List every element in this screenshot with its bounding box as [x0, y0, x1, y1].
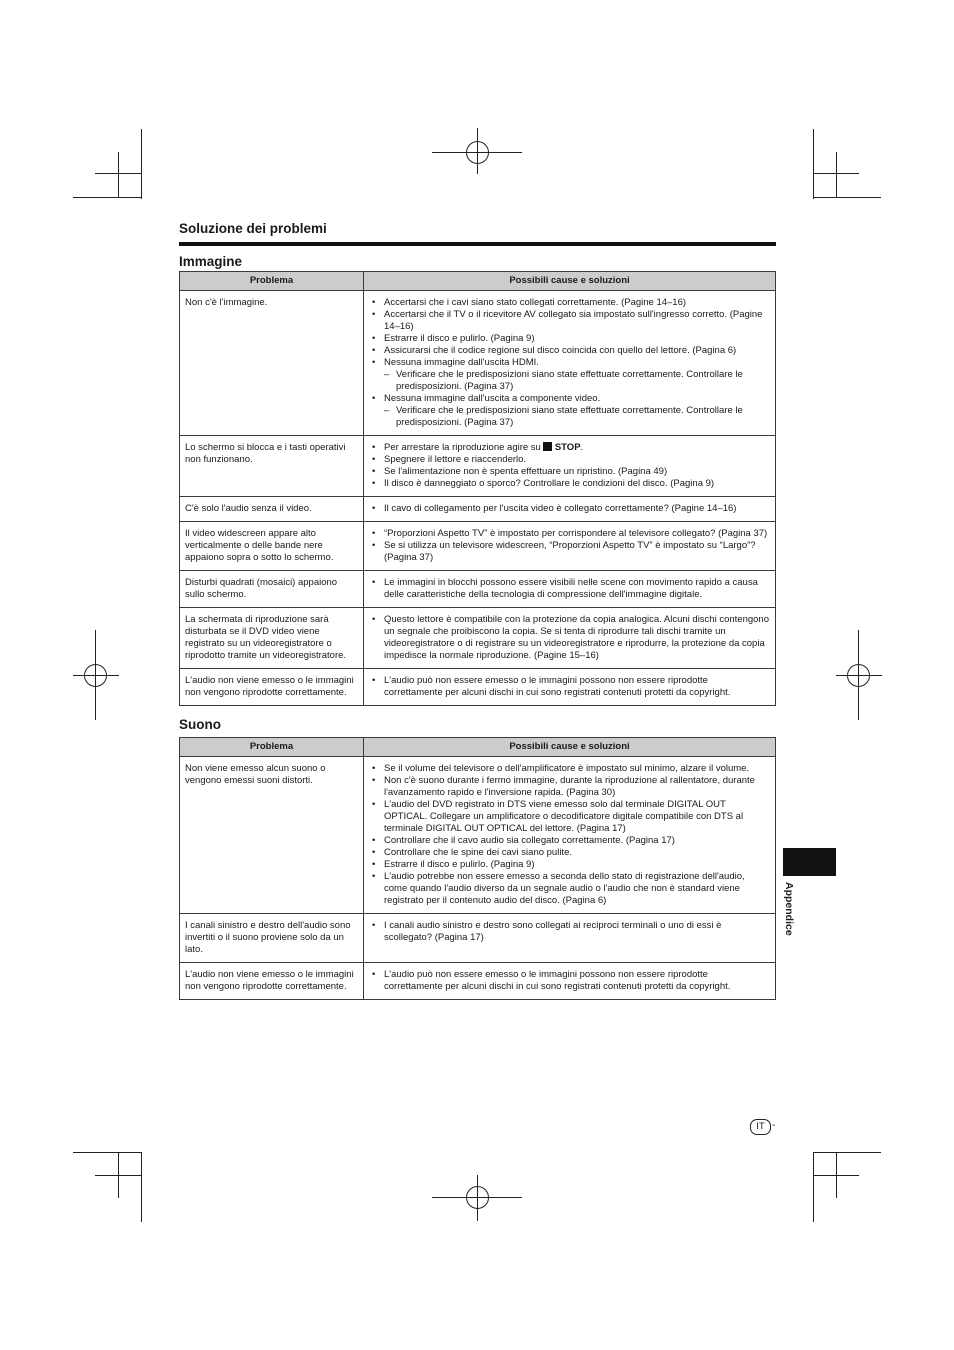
section-title-suono: Suono: [179, 717, 221, 732]
solution-cell: [364, 963, 776, 1000]
list-item: • Spegnere il lettore e riaccenderlo.: [369, 454, 769, 466]
page-title: Soluzione dei problemi: [179, 221, 327, 236]
solution-list: [369, 577, 769, 601]
list-item: • Controllare che il cavo audio sia collegato correttamente. (Pagina 17): [369, 835, 769, 847]
list-item: • L'audio può non essere emesso o le immagini possono non essere riprodotte correttamente per alcuni dischi in cui sono registrati contenuti protetti da copyright.: [369, 675, 769, 699]
table-header-row: [180, 738, 776, 757]
list-item: • Estrarre il disco e pulirlo. (Pagina 9): [369, 859, 769, 871]
list-item: • “Proporzioni Aspetto TV” è impostato per corrispondere al televisore collegato? (Pagina 37): [369, 528, 769, 540]
side-tab-text: Appendice: [783, 882, 795, 936]
list-item: [369, 393, 769, 429]
solution-cell: [364, 757, 776, 914]
list-item: • Il disco è danneggiato o sporco? Controllare le condizioni del disco. (Pagina 9): [369, 478, 769, 490]
table-row: [180, 436, 776, 497]
list-item: • Questo lettore è compatibile con la protezione da copia analogica. Alcuni dischi contengono un segnale che proibiscono la copia. Se si tenta di riprodurre tali dischi tramite un videoregistratore o di registrare su un videoregistratore e riprodurre, la protezione da copia impedisce la normale riproduzione. (Pagine 15–16): [369, 614, 769, 662]
solution-list: [369, 969, 769, 993]
title-rule: [179, 242, 776, 246]
problem-cell: L'audio non viene emesso o le immagini non vengono riprodotte correttamente.: [180, 963, 364, 1000]
table-header-row: [180, 272, 776, 291]
solution-cell: [364, 497, 776, 522]
list-item: • Controllare che le spine dei cavi siano pulite.: [369, 847, 769, 859]
sub-item: – Verificare che le predisposizioni siano state effettuate correttamente. Controllare le predisposizioni. (Pagina 37): [384, 369, 769, 393]
table-row: [180, 757, 776, 914]
language-badge: IT: [750, 1119, 771, 1135]
column-header-problema: Problema: [180, 272, 364, 291]
list-item: • Non c'è suono durante i fermo immagine, durante la riproduzione al rallentatore, durante l'avanzamento rapido e l'inversione rapida. (Pagina 30): [369, 775, 769, 799]
stop-label: STOP: [554, 442, 581, 453]
list-item: • Se il volume del televisore o dell'amplificatore è impostato sul minimo, alzare il volume.: [369, 763, 769, 775]
page-number: -: [772, 1120, 776, 1131]
solution-cell: [364, 522, 776, 571]
solution-cell: [364, 608, 776, 669]
list-item: • Se si utilizza un televisore widescreen, “Proporzioni Aspetto TV” è impostato su “Largo”? (Pagina 37): [369, 540, 769, 564]
list-item: [369, 357, 769, 393]
list-item: [369, 442, 769, 454]
problem-cell: I canali sinistro e destro dell'audio sono invertiti o il suono proviene solo da un lato.: [180, 914, 364, 963]
table-row: [180, 963, 776, 1000]
list-item: • L'audio potrebbe non essere emesso a seconda dello stato di registrazione dell'audio, come quando l'audio diverso da un segnale audio o l'audio che non è standard viene registrato per il contenuto audio del disco. (Pagina 6): [369, 871, 769, 907]
list-item: • I canali audio sinistro e destro sono collegati ai reciproci terminali o uno di essi è scollegato? (Pagina 17): [369, 920, 769, 944]
column-header-soluzioni: Possibili cause e soluzioni: [364, 272, 776, 291]
stop-icon: [543, 442, 552, 451]
table-suono: [179, 737, 776, 1000]
section-title-immagine: Immagine: [179, 254, 243, 269]
solution-cell: [364, 669, 776, 706]
solution-cell: [364, 914, 776, 963]
solution-list: [369, 503, 769, 515]
column-header-soluzioni: Possibili cause e soluzioni: [364, 738, 776, 757]
problem-cell: C'è solo l'audio senza il video.: [180, 497, 364, 522]
list-item: • L'audio può non essere emesso o le immagini possono non essere riprodotte correttamente per alcuni dischi in cui sono registrati contenuti protetti da copyright.: [369, 969, 769, 993]
solution-list: [369, 297, 769, 429]
list-item-text: • Nessuna immagine dall'uscita HDMI.: [384, 357, 539, 368]
solution-cell: [364, 291, 776, 436]
list-item: • Accertarsi che il TV o il ricevitore AV collegato sia impostato sull'ingresso corretto. (Pagine 14–16): [369, 309, 769, 333]
sub-item: – Verificare che le predisposizioni siano state effettuate correttamente. Controllare le predisposizioni. (Pagina 37): [384, 405, 769, 429]
solution-list: [369, 442, 769, 490]
table-row: [180, 291, 776, 436]
solution-list: [369, 763, 769, 907]
stop-suffix-text: .: [580, 442, 584, 453]
solution-list: [369, 675, 769, 699]
list-item: • L'audio del DVD registrato in DTS viene emesso solo dal terminale DIGITAL OUT OPTICAL. Collegare un amplificatore o decodificatore digitale compatibile con DTS al terminale DIGITAL OUT OPTICAL del lettore. (Pagina 17): [369, 799, 769, 835]
problem-cell: Non viene emesso alcun suono o vengono emessi suoni distorti.: [180, 757, 364, 914]
solution-list: [369, 528, 769, 564]
table-row: [180, 497, 776, 522]
problem-cell: La schermata di riproduzione sarà disturbata se il DVD video viene registrato su un videoregistratore o riprodotto tramite un videoregistratore.: [180, 608, 364, 669]
problem-cell: Disturbi quadrati (mosaici) appaiono sullo schermo.: [180, 571, 364, 608]
column-header-problema: Problema: [180, 738, 364, 757]
list-item: • Le immagini in blocchi possono essere visibili nelle scene con movimento rapido a causa delle caratteristiche della tecnologia di compressione dell'immagine digitale.: [369, 577, 769, 601]
table-row: [180, 914, 776, 963]
stop-prefix-text: Per arrestare la riproduzione agire su: [384, 442, 541, 453]
solution-cell: [364, 436, 776, 497]
problem-cell: L'audio non viene emesso o le immagini non vengono riprodotte correttamente.: [180, 669, 364, 706]
list-item-text: • Nessuna immagine dall'uscita a componente video.: [384, 393, 601, 404]
problem-cell: Il video widescreen appare alto verticalmente o delle bande nere appaiono sopra o sotto lo schermo.: [180, 522, 364, 571]
solution-list: [369, 614, 769, 662]
table-row: [180, 522, 776, 571]
side-tab-label: [780, 882, 798, 944]
problem-cell: Lo schermo si blocca e i tasti operativi non funzionano.: [180, 436, 364, 497]
list-item: • Il cavo di collegamento per l'uscita video è collegato correttamente? (Pagine 14–16): [369, 503, 769, 515]
table-row: [180, 669, 776, 706]
side-tab-marker: [783, 848, 836, 876]
table-row: [180, 608, 776, 669]
list-item: • Se l'alimentazione non è spenta effettuare un ripristino. (Pagina 49): [369, 466, 769, 478]
problem-cell: Non c'è l'immagine.: [180, 291, 364, 436]
list-item: • Estrarre il disco e pulirlo. (Pagina 9): [369, 333, 769, 345]
list-item: • Assicurarsi che il codice regione sul disco coincida con quello del lettore. (Pagina 6): [369, 345, 769, 357]
solution-cell: [364, 571, 776, 608]
solution-list: [369, 920, 769, 944]
table-immagine: [179, 271, 776, 706]
list-item: • Accertarsi che i cavi siano stato collegati correttamente. (Pagine 14–16): [369, 297, 769, 309]
content-area: [179, 220, 776, 1000]
table-row: [180, 571, 776, 608]
